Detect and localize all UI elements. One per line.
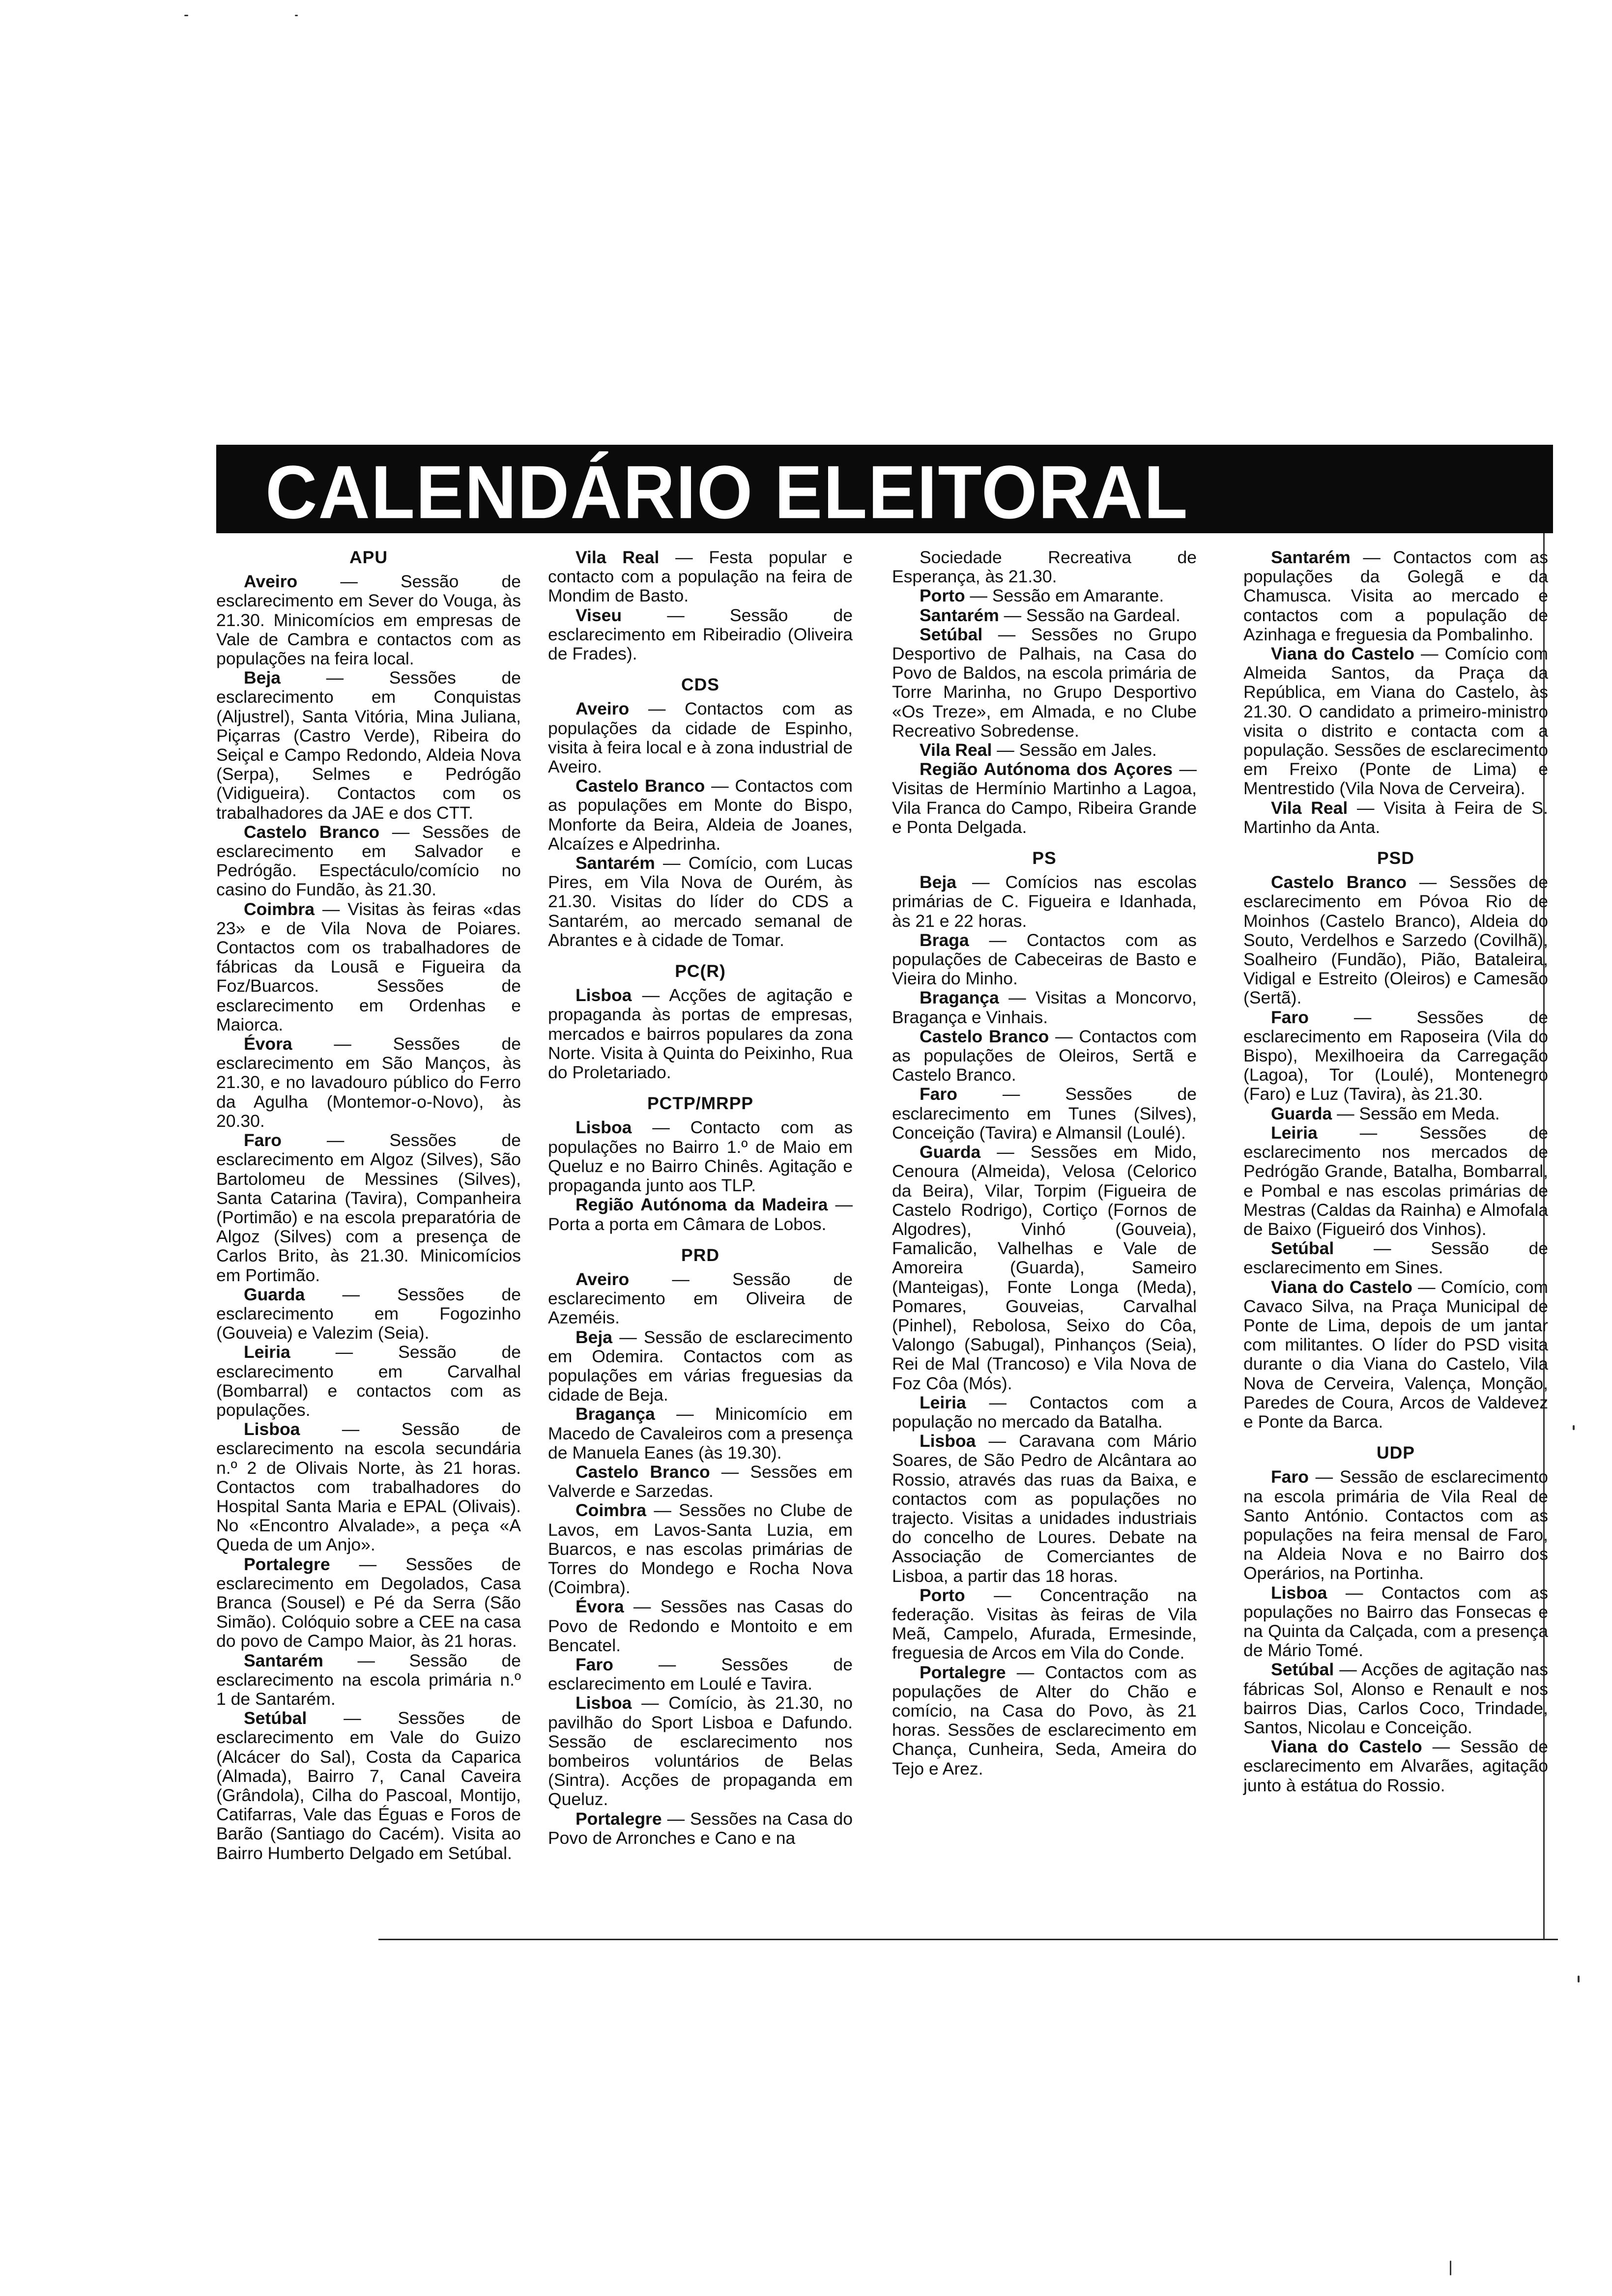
calendar-entry: Bragança — Minicomício em Macedo de Cavaleiros com a presença de Manuela Eanes (às 19.30). — [548, 1404, 853, 1463]
district-name: Região Autónoma dos Açores — [920, 759, 1173, 779]
district-name: Lisboa — [920, 1431, 976, 1451]
calendar-entry: Vila Real — Festa popular e contacto com a população na feira de Mondim de Basto. — [548, 547, 853, 606]
district-name: Santarém — [920, 605, 999, 625]
calendar-entry: Leiria — Contactos com a população no mercado da Batalha. — [892, 1392, 1197, 1432]
district-name: Vila Real — [576, 547, 660, 567]
calendar-entry: Lisboa — Acções de agitação e propaganda às portas de empresas, mercados e bairros populares da zona Norte. Visita à Quinta do Peixinho, Rua do Proletariado. — [548, 985, 853, 1083]
district-name: Faro — [1271, 1467, 1309, 1487]
calendar-entry: Aveiro — Sessão de esclarecimento em Sever do Vouga, às 21.30. Minicomícios em empresas de Vale de Cambra e contactos com as populações na feira local. — [216, 572, 521, 669]
party-heading: PCTP/MRPP — [647, 1093, 754, 1114]
column-4 — [1243, 548, 1548, 1795]
banner-left-rule — [216, 445, 218, 533]
district-name: Beja — [920, 872, 956, 892]
calendar-entry: Faro — Sessão de esclarecimento na escola primária de Vila Real de Santo António. Contactos com as populações na feira mensal de Faro, na Aldeia Nova e no Bairro dos Operários, na Portinha. — [1243, 1467, 1548, 1583]
calendar-entry: Lisboa — Comício, às 21.30, no pavilhão do Sport Lisboa e Dafundo. Sessão de esclarecimento nos bombeiros voluntários de Belas (Sintra). Acções de propaganda em Queluz. — [548, 1693, 853, 1809]
district-name: Aveiro — [576, 1269, 630, 1289]
calendar-entry: Aveiro — Contactos com as populações da cidade de Espinho, visita à feira local e à zona industrial de Aveiro. — [548, 699, 853, 777]
district-name: Região Autónoma da Madeira — [576, 1195, 828, 1215]
calendar-entry: Portalegre — Sessões na Casa do Povo de Arronches e Cano e na — [548, 1808, 853, 1848]
scan-speck — [1573, 1425, 1575, 1430]
district-name: Guarda — [920, 1142, 981, 1162]
calendar-entry: Lisboa — Sessão de esclarecimento na escola secundária n.º 2 de Olivais Norte, às 21 horas. Contactos com trabalhadores do Hospital Santa Maria e EPAL (Olivais). No «Encontro Alvalade», a peça «A Queda de um Anjo». — [216, 1419, 521, 1555]
district-name: Évora — [244, 1034, 292, 1054]
district-name: Faro — [920, 1084, 957, 1104]
newspaper-clipping — [216, 445, 1553, 1953]
column-3 — [892, 548, 1197, 1779]
calendar-entry: Região Autónoma da Madeira — Porta a porta em Câmara de Lobos. — [548, 1195, 853, 1234]
calendar-entry: Setúbal — Sessão de esclarecimento em Sines. — [1243, 1238, 1548, 1278]
calendar-entry: Santarém — Sessão na Gardeal. — [920, 605, 1180, 625]
calendar-entry: Porto — Sessão em Amarante. — [920, 586, 1164, 606]
district-name: Aveiro — [576, 699, 630, 719]
calendar-entry: Viana do Castelo — Comício, com Cavaco Silva, na Praça Municipal de Ponte de Lima, depois de um jantar com militantes. O líder do PSD visita durante o dia Viana do Castelo, Vila Nova de Cerveira, Valença, Monção, Paredes de Coura, Arcos de Valdevez e Ponte da Barca. — [1243, 1277, 1549, 1432]
calendar-entry: Leiria — Sessão de esclarecimento em Carvalhal (Bombarral) e contactos com as populações. — [216, 1342, 521, 1420]
calendar-entry: Portalegre — Sessões de esclarecimento em Degolados, Casa Branca (Sousel) e Pé da Serra (São Simão). Colóquio sobre a CEE na casa do povo de Campo Maior, às 21 horas. — [216, 1554, 521, 1651]
district-name: Setúbal — [920, 624, 983, 644]
district-name: Castelo Branco — [920, 1026, 1049, 1046]
district-name: Beja — [244, 668, 281, 688]
calendar-entry: Évora — Sessões nas Casas do Povo de Redondo e Montoito e em Bencatel. — [548, 1597, 853, 1655]
district-name: Bragança — [920, 988, 999, 1008]
calendar-entry: Viana do Castelo — Comício com Almeida Santos, da Praça da República, em Viana do Castelo, às 21.30. O candidato a primeiro-ministro visita o distrito e contacta com a população. Sessões de esclarecimento em Freixo (Ponte de Lima) e Mentrestido (Vila Nova de Cerveira). — [1243, 644, 1548, 799]
district-name: Castelo Branco — [244, 822, 380, 842]
calendar-entry: Viseu — Sessão de esclarecimento em Ribeiradio (Oliveira de Frades). — [548, 605, 853, 664]
title-banner — [216, 445, 1553, 533]
calendar-entry: Setúbal — Sessões de esclarecimento em Vale do Guizo (Alcácer do Sal), Costa da Caparica (Almada), Bairro 7, Canal Caveira (Grândola), Cilha do Pascoal, Montijo, Catifarras, Vale das Éguas e Foros de Barão (Santiago do Cacém). Visita ao Bairro Humberto Delgado em Setúbal. — [216, 1708, 521, 1863]
party-heading: UDP — [1377, 1443, 1415, 1463]
district-name: Coimbra — [244, 899, 315, 919]
district-name: Beja — [576, 1327, 612, 1347]
district-name: Viseu — [576, 605, 622, 625]
calendar-entry: Santarém — Sessão de esclarecimento na escola primária n.º 1 de Santarém. — [216, 1650, 521, 1709]
district-name: Faro — [576, 1654, 613, 1674]
calendar-entry: Região Autónoma dos Açores — Visitas de Hermínio Martinho a Lagoa, Vila Franca do Campo, Ribeira Grande e Ponta Delgada. — [892, 759, 1197, 837]
district-name: Lisboa — [576, 1118, 632, 1138]
district-name: Guarda — [244, 1284, 305, 1304]
district-name: Portalegre — [576, 1808, 662, 1829]
district-name: Faro — [244, 1130, 282, 1150]
district-name: Braga — [920, 930, 969, 950]
district-name: Viana do Castelo — [1271, 1277, 1412, 1297]
district-name: Lisboa — [576, 985, 632, 1005]
calendar-entry: Guarda — Sessões de esclarecimento em Fogozinho (Gouveia) e Valezim (Seia). — [216, 1284, 521, 1343]
calendar-entry: Coimbra — Visitas às feiras «das 23» e de Vila Nova de Poiares. Contactos com os trabalhadores de fábricas da Lousã e Figueira da Foz/Buarcos. Sessões de esclarecimento em Ordenhas e Maiorca. — [216, 899, 521, 1034]
district-name: Coimbra — [576, 1500, 646, 1521]
calendar-entry: Guarda — Sessões em Mido, Cenoura (Almeida), Velosa (Celorico da Beira), Vilar, Torpim (Figueira de Castelo Rodrigo), Cortiço (Fornos de Algodres), Vinhó (Gouveia), Famalicão, Valhelhas e Vale de Amoreira (Guarda), Sameiro (Manteigas), Fonte Longa (Meda), Pomares, Gouveias, Carvalhal (Pinhel), Rebolosa, Seixo do Côa, Valongo (Sabugal), Pinhanços (Seia), Rei de Mal (Trancoso) e Vila Nova de Foz Côa (Mós). — [892, 1142, 1197, 1393]
calendar-entry: Faro — Sessões de esclarecimento em Raposeira (Vila do Bispo), Mexilhoeira da Carregação (Lagoa), Tor (Loulé), Montenegro (Faro) e Luz (Tavira), às 21.30. — [1243, 1007, 1548, 1104]
district-name: Bragança — [576, 1404, 655, 1424]
party-heading: PS — [1032, 848, 1057, 868]
calendar-entry: Castelo Branco — Sessões de esclarecimento em Salvador e Pedrógão. Espectáculo/comício no casino do Fundão, às 21.30. — [216, 822, 521, 900]
calendar-entry: Setúbal — Sessões no Grupo Desportivo de Palhais, na Casa do Povo de Baldos, na escola primária de Torre Marinha, no Grupo Desportivo «Os Treze», em Almada, e no Clube Recreativo Sobredense. — [892, 624, 1197, 741]
district-name: Lisboa — [576, 1693, 632, 1713]
page-title: CALENDÁRIO ELEITORAL — [265, 450, 1189, 534]
district-name: Setúbal — [244, 1708, 307, 1728]
calendar-entry: Lisboa — Contactos com as populações no Bairro das Fonsecas e na Quinta da Calçada, com a presença de Mário Tomé. — [1243, 1582, 1548, 1661]
party-heading: PC(R) — [675, 961, 726, 981]
calendar-entry: Bragança — Visitas a Moncorvo, Bragança e Vinhais. — [892, 988, 1197, 1027]
scan-speck — [295, 15, 298, 16]
district-name: Setúbal — [1271, 1660, 1334, 1680]
district-name: Castelo Branco — [576, 776, 705, 796]
calendar-entry: Setúbal — Acções de agitação nas fábricas Sol, Alonso e Renault e nos bairros Dias, Carlos Coco, Trindade, Santos, Nicolau e Conceição. — [1243, 1660, 1548, 1737]
calendar-entry: Portalegre — Contactos com as populações de Alter do Chão e comício, na Casa do Povo, às 21 horas. Sessões de esclarecimento em Chança, Cunheira, Seda, Ameira do Tejo e Arez. — [892, 1662, 1197, 1779]
district-name: Leiria — [920, 1392, 966, 1412]
district-name: Leiria — [1271, 1122, 1318, 1143]
district-name: Castelo Branco — [576, 1462, 710, 1482]
calendar-entry: Beja — Comícios nas escolas primárias de C. Figueira e Idanhada, às 21 e 22 horas. — [892, 872, 1197, 931]
calendar-entry: Beja — Sessão de esclarecimento em Odemira. Contactos com as populações em várias freguesias da cidade de Beja. — [548, 1327, 853, 1405]
calendar-entry: Vila Real — Sessão em Jales. — [920, 740, 1157, 760]
district-name: Lisboa — [1271, 1582, 1327, 1603]
calendar-entry: Coimbra — Sessões no Clube de Lavos, em Lavos-Santa Luzia, em Buarcos, e nas escolas primárias de Torres do Mondego e Rocha Nova (Coimbra). — [548, 1500, 853, 1598]
calendar-entry: Lisboa — Caravana com Mário Soares, de São Pedro de Alcântara ao Rossio, através das ruas da Baixa, e contactos com as populações no trajecto. Visitas a unidades industriais do concelho de Loures. Debate na Associação de Comerciantes de Lisboa, a partir das 18 horas. — [892, 1431, 1197, 1586]
calendar-entry: Castelo Branco — Contactos com as populações em Monte do Bispo, Monforte da Beira, Aldeia de Joanes, Alcaízes e Alpedrinha. — [548, 776, 853, 854]
district-name: Setúbal — [1271, 1238, 1334, 1259]
district-name: Vila Real — [1271, 798, 1348, 818]
calendar-entry: Viana do Castelo — Sessão de esclarecimento em Alvarães, agitação junto à estátua do Rossio. — [1243, 1737, 1549, 1795]
calendar-entry: Faro — Sessões de esclarecimento em Loulé e Tavira. — [548, 1654, 853, 1694]
district-name: Castelo Branco — [1271, 872, 1407, 892]
calendar-entry: Vila Real — Visita à Feira de S. Martinho da Anta. — [1243, 798, 1548, 837]
district-name: Santarém — [1271, 547, 1351, 567]
district-name: Évora — [576, 1597, 624, 1617]
party-heading: PSD — [1377, 848, 1414, 868]
calendar-entry: Faro — Sessões de esclarecimento em Algoz (Silves), São Bartolomeu de Messines (Silves), Santa Catarina (Tavira), Companheira (Portimão) e na escola preparatória de Algoz (Silves) com a presença de Carlos Brito, às 21.30. Minicomícios em Portimão. — [216, 1130, 521, 1285]
scan-speck — [1578, 1976, 1580, 1982]
calendar-entry: Castelo Branco — Contactos com as populações de Oleiros, Sertã e Castelo Branco. — [892, 1026, 1197, 1085]
district-name: Leiria — [244, 1342, 290, 1362]
calendar-entry: Braga — Contactos com as populações de Cabeceiras de Basto e Vieira do Minho. — [892, 930, 1197, 989]
district-name: Portalegre — [244, 1554, 330, 1574]
calendar-entry: Castelo Branco — Sessões em Valverde e Sarzedas. — [548, 1462, 853, 1501]
district-name: Viana do Castelo — [1271, 1737, 1422, 1757]
column-2 — [548, 548, 853, 1848]
district-name: Guarda — [1271, 1103, 1332, 1123]
district-name: Santarém — [576, 853, 655, 873]
calendar-entry: Aveiro — Sessão de esclarecimento em Oliveira de Azeméis. — [548, 1269, 853, 1328]
district-name: Vila Real — [920, 740, 992, 760]
party-heading: CDS — [681, 675, 720, 695]
district-name: Santarém — [244, 1650, 323, 1670]
calendar-entry: Beja — Sessões de esclarecimento em Conquistas (Aljustrel), Santa Vitória, Mina Juliana, Piçarras (Castro Verde), Ribeira do Seiçal e Campo Redondo, Aldeia Nova (Serpa), Selmes e Pedrógão (Vidigueira). Contactos com os trabalhadores da JAE e dos CTT. — [216, 668, 521, 823]
scan-speck — [1450, 2261, 1451, 2275]
district-name: Porto — [920, 1585, 965, 1605]
calendar-entry: Santarém — Contactos com as populações da Golegã e da Chamusca. Visita ao mercado e contactos com a população de Azinhaga e freguesia da Pombalinho. — [1243, 547, 1548, 644]
scan-speck — [184, 15, 188, 16]
party-heading: PRD — [681, 1245, 720, 1265]
calendar-entry: Leiria — Sessões de esclarecimento nos mercados de Pedrógão Grande, Batalha, Bombarral, e Pombal e nas escolas primárias de Mestras (Caldas da Rainha) e Almofala de Baixo (Figueiró dos Vinhos). — [1243, 1122, 1548, 1239]
district-name: Faro — [1271, 1007, 1309, 1027]
calendar-entry: Guarda — Sessão em Meda. — [1271, 1103, 1500, 1123]
column-1 — [216, 548, 521, 1863]
calendar-entry: Faro — Sessões de esclarecimento em Tunes (Silves), Conceição (Tavira) e Almansil (Loulé). — [892, 1084, 1197, 1143]
district-name: Aveiro — [244, 572, 298, 592]
district-name: Lisboa — [244, 1419, 300, 1439]
calendar-entry: Lisboa — Contacto com as populações no Bairro 1.º de Maio em Queluz e no Bairro Chinês. Agitação e propaganda junto aos TLP. — [548, 1118, 853, 1196]
calendar-entry: Sociedade Recreativa de Esperança, às 21.30. — [892, 547, 1197, 587]
district-name: Viana do Castelo — [1271, 644, 1414, 664]
party-heading: APU — [349, 547, 388, 567]
calendar-entry: Porto — Concentração na federação. Visitas às feiras de Vila Meã, Campelo, Afurada, Ermesinde, freguesia de Arcos em Vila do Conde. — [892, 1585, 1197, 1663]
district-name: Porto — [920, 586, 965, 606]
calendar-entry: Évora — Sessões de esclarecimento em São Manços, às 21.30, e no lavadouro público do Ferro da Agulha (Montemor-o-Novo), às 20.30. — [216, 1034, 521, 1131]
district-name: Portalegre — [920, 1662, 1006, 1682]
bottom-rule — [378, 1939, 1558, 1940]
calendar-entry: Castelo Branco — Sessões de esclarecimento em Póvoa Rio de Moinhos (Castelo Branco), Aldeia do Souto, Verdelhos e Sarzedo (Covilhã), Soalheiro (Fundão), Pião, Bataleira, Vidigal e Estreito (Oleiros) e Camesão (Sertã). — [1243, 872, 1548, 1008]
calendar-entry: Santarém — Comício, com Lucas Pires, em Vila Nova de Ourém, às 21.30. Visitas do líder do CDS a Santarém, ao mercado semanal de Abrantes e à cidade de Tomar. — [548, 853, 853, 950]
